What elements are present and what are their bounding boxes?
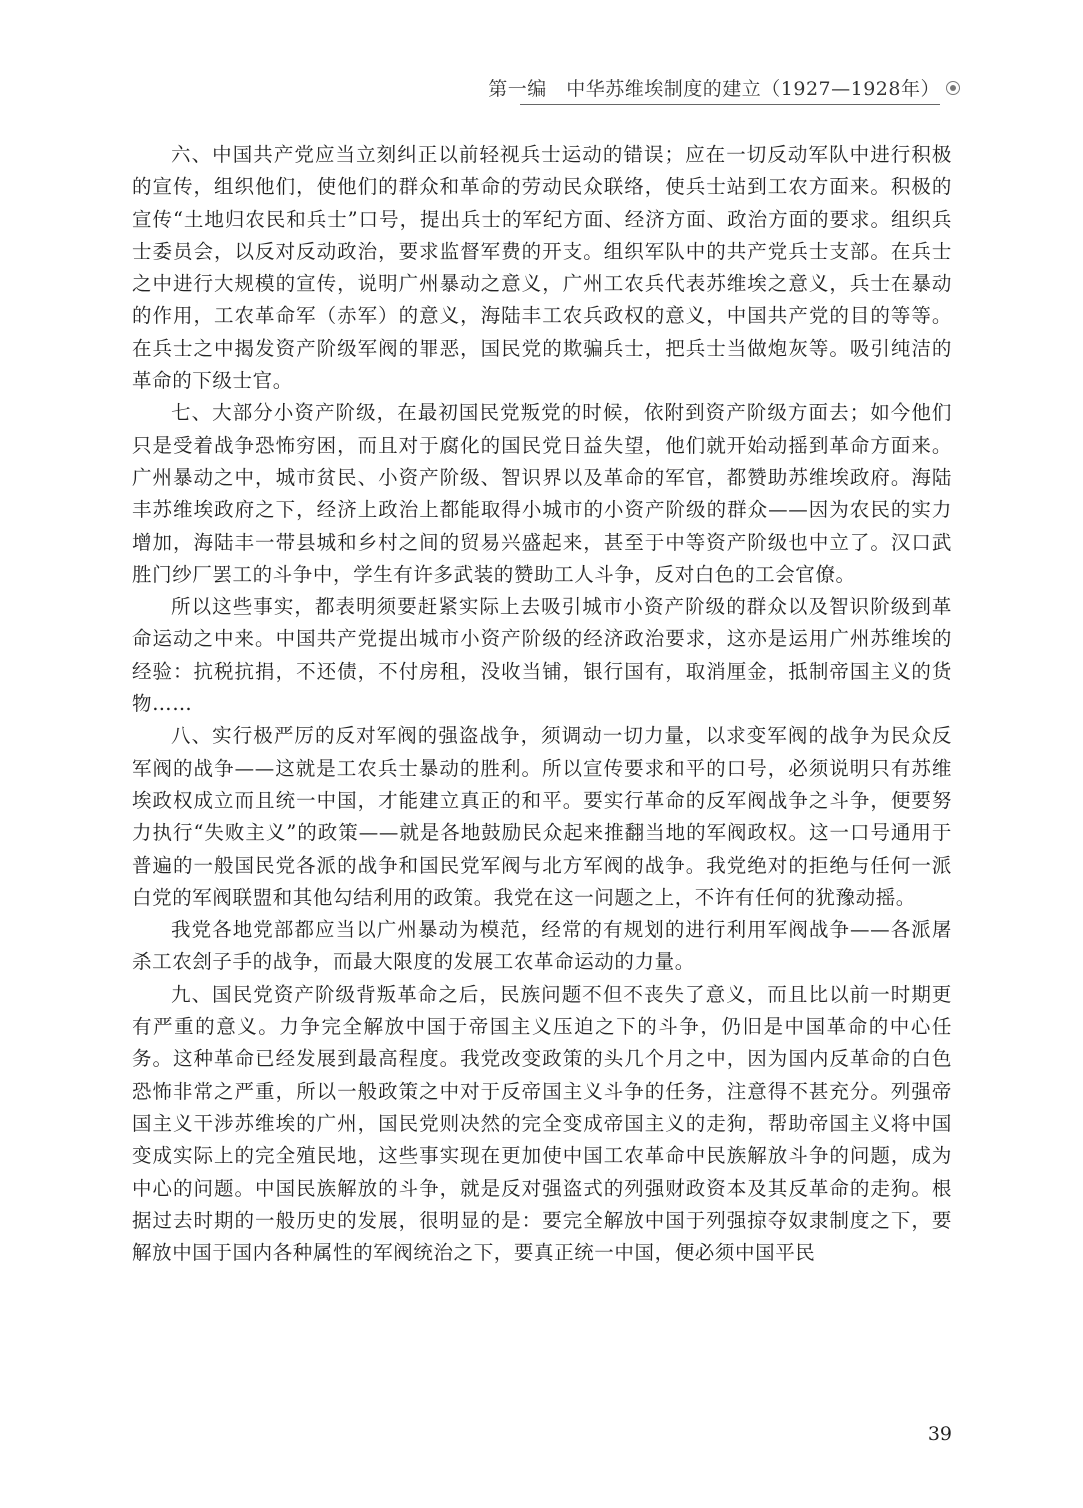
target-dot-icon: [946, 81, 960, 95]
paragraph-8-warlord-war: 八、实行极严厉的反对军阀的强盗战争，须调动一切力量，以求变军阀的战争为民众反军阀的战争——这就是工农兵士暴动的胜利。所以宣传要求和平的口号，必须说明只有苏维埃政权成立而且统一中国，才能建立真正的和平。要实行革命的反军阀战争之斗争，便要努力执行“失败主义”的政策——就是各地鼓励民众起来推翻当地的军阀政权。这一口号通用于普遍的一般国民党各派的战争和国民党军阀与北方军阀的战争。我党绝对的拒绝与任何一派白党的军阀联盟和其他勾结利用的政策。我党在这一问题之上，不许有任何的犹豫动摇。: [132, 724, 952, 909]
paragraph-8-continued: 我党各地党部都应当以广州暴动为模范，经常的有规划的进行利用军阀战争——各派屠杀工农刽子手的战争，而最大限度的发展工农革命运动的力量。: [132, 918, 952, 974]
paragraph-7-continued: 所以这些事实，都表明须要赶紧实际上去吸引城市小资产阶级的群众以及智识阶级到革命运动之中来。中国共产党提出城市小资产阶级的经济政治要求，这亦是运用广州苏维埃的经验：抗税抗捐，不还债，不付房租，没收当铺，银行国有，取消厘金，抵制帝国主义的货物……: [132, 595, 952, 716]
page-number: 39: [927, 1423, 952, 1445]
paragraph-9-national-question: 九、国民党资产阶级背叛革命之后，民族问题不但不丧失了意义，而且比以前一时期更有严重的意义。力争完全解放中国于帝国主义压迫之下的斗争，仍旧是中国革命的中心任务。这种革命已经发展到最高程度。我党改变政策的头几个月之中，因为国内反革命的白色恐怖非常之严重，所以一般政策之中对于反帝国主义斗争的任务，注意得不甚充分。列强帝国主义干涉苏维埃的广州，国民党则决然的完全变成帝国主义的走狗，帮助帝国主义将中国变成实际上的完全殖民地，这些事实现在更加使中国工农革命中民族解放斗争的问题，成为中心的问题。中国民族解放的斗争，就是反对强盗式的列强财政资本及其反革命的走狗。根据过去时期的一般历史的发展，很明显的是：要完全解放中国于列强掠夺奴隶制度之下，要解放中国于国内各种属性的军阀统治之下，要真正统一中国，便必须中国平民: [132, 982, 952, 1265]
paragraph-6-soldiers: 六、中国共产党应当立刻纠正以前轻视兵士运动的错误；应在一切反动军队中进行积极的宣传，组织他们，使他们的群众和革命的劳动民众联络，使兵士站到工农方面来。积极的宣传“土地归农民和兵士”口号，提出兵士的军纪方面、经济方面、政治方面的要求。组织兵士委员会，以反对反动政治，要求监督军费的开支。组织军队中的共产党兵士支部。在兵士之中进行大规模的宣传，说明广州暴动之意义，广州工农兵代表苏维埃之意义，兵士在暴动的作用，工农革命军（赤军）的意义，海陆丰工农兵政权的意义，中国共产党的目的等等。在兵士之中揭发资产阶级军阀的罪恶，国民党的欺骗兵士，把兵士当做炮灰等。吸引纯洁的革命的下级士官。: [132, 143, 952, 393]
paragraph-7-petty-bourgeoisie: 七、大部分小资产阶级，在最初国民党叛党的时候，依附到资产阶级方面去；如今他们只是受着战争恐怖穷困，而且对于腐化的国民党日益失望，他们就开始动摇到革命方面来。广州暴动之中，城市贫民、小资产阶级、智识界以及革命的军官，都赞助苏维埃政府。海陆丰苏维埃政府之下，经济上政治上都能取得小城市的小资产阶级的群众——因为农民的实力增加，海陆丰一带县城和乡村之间的贸易兴盛起来，甚至于中等资产阶级也中立了。汉口武胜门纱厂罢工的斗争中，学生有许多武装的赞助工人斗争，反对白色的工会官僚。: [132, 401, 952, 586]
running-header-title: 第一编 中华苏维埃制度的建立（1927—1928年）: [488, 78, 940, 100]
running-header: [488, 76, 960, 104]
header-rule: [520, 104, 940, 105]
body-text: [132, 139, 952, 1269]
